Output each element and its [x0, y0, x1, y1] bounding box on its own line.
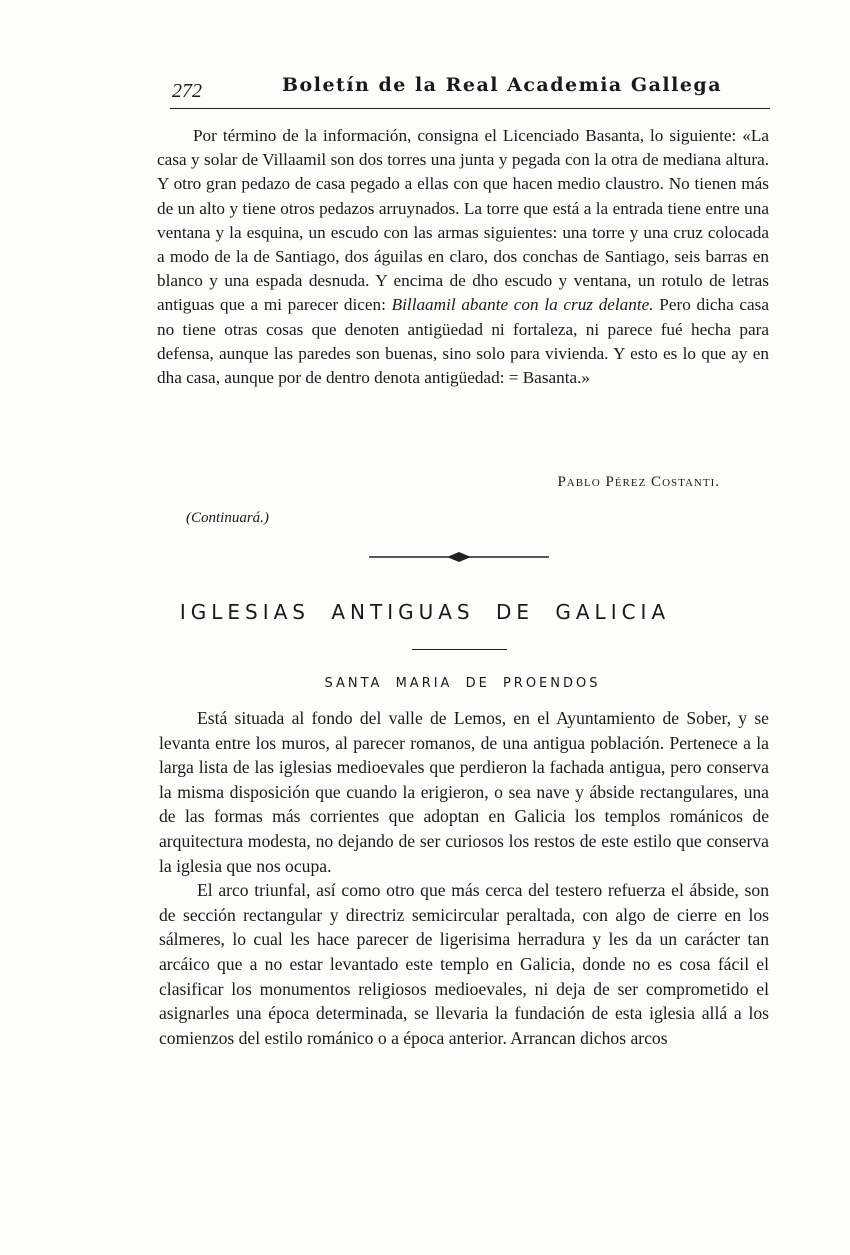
inscription-quote: Billaamil abante con la cruz delante. — [391, 295, 654, 315]
subsection-title: SANTA MARIA DE PROENDOS — [324, 676, 601, 691]
journal-title: Boletín de la Real Academia Gallega — [282, 74, 723, 96]
body-paragraph: Está situada al fondo del valle de Lemos, en el Ayuntamiento de Sober, y se levanta entre los muros, al parecer romanos, de una antigua población. Pertenece a la larga lista de las iglesias medioevales que perdieron la fachada antigua, pero conserva la misma disposición que cuando la erigieron, o sea nave y ábside rectangulares, una de las formas más corrientes que adoptan en Galicia los templos románicos de arquitectura modesta, no dejando de ser curiosos los restos de este estilo que conserva la iglesia que nos ocupa. — [159, 708, 769, 876]
author-signature: Pablo Pérez Costanti. — [557, 474, 720, 490]
section-rule — [412, 649, 507, 650]
ornament-divider — [369, 550, 549, 564]
paragraph-text: Por término de la información, consigna el Licenciado Basanta, lo siguiente: «La casa y solar de Villaamil son dos torres una junta y pegada con la otra de mediana altura. Y otro gran pedazo de casa pegado a ellas con que hacen medio claustro. No tienen más de un alto y tiene otros pedazos arruynados. La torre que está a la entrada tiene entre una ventana y la esquina, un escudo con las armas siguientes: una torre y una cruz colocada a modo de la de Santiago, dos águilas en claro, dos conchas de Santiago, seis barras en blanco y una espada desnuda. Y encima de dho escudo y ventana, un rotulo de letras antiguas que a mi parecer dicen: — [157, 126, 769, 315]
paragraph-text-end: Pero dicha casa no tiene otras cosas que denoten antigüedad ni fortaleza, ni parece fué hecha para defensa, aunque las paredes son buenas, sino solo para vivienda. Y esto es lo que ay en dha casa, aunque por de dentro denota antigüedad: = Basanta.» — [157, 295, 769, 388]
article-body — [159, 706, 769, 1050]
running-header — [170, 72, 770, 109]
article-paragraph — [157, 124, 769, 390]
page-number: 272 — [172, 80, 202, 102]
article-continuation — [157, 124, 769, 390]
body-paragraph: El arco triunfal, así como otro que más cerca del testero refuerza el ábside, son de sección rectangular y directriz semicircular peraltada, con algo de cierre en los sálmeres, lo cual les hace parecer de ligerisima herradura y les da un carácter tan arcáico que a no estar levantado este templo en Galicia, donde no es cosa fácil el clasificar los monumentos religiosos medioevales, ni deja de ser comprometido el asignarles una época determinada, se llevaria la fundación de esta iglesia allá a los comienzos del estilo románico o a época anterior. Arrancan dichos arcos — [159, 880, 769, 1048]
section-title: IGLESIAS ANTIGUAS DE GALICIA — [179, 600, 671, 624]
continuation-note: (Continuará.) — [186, 510, 269, 526]
